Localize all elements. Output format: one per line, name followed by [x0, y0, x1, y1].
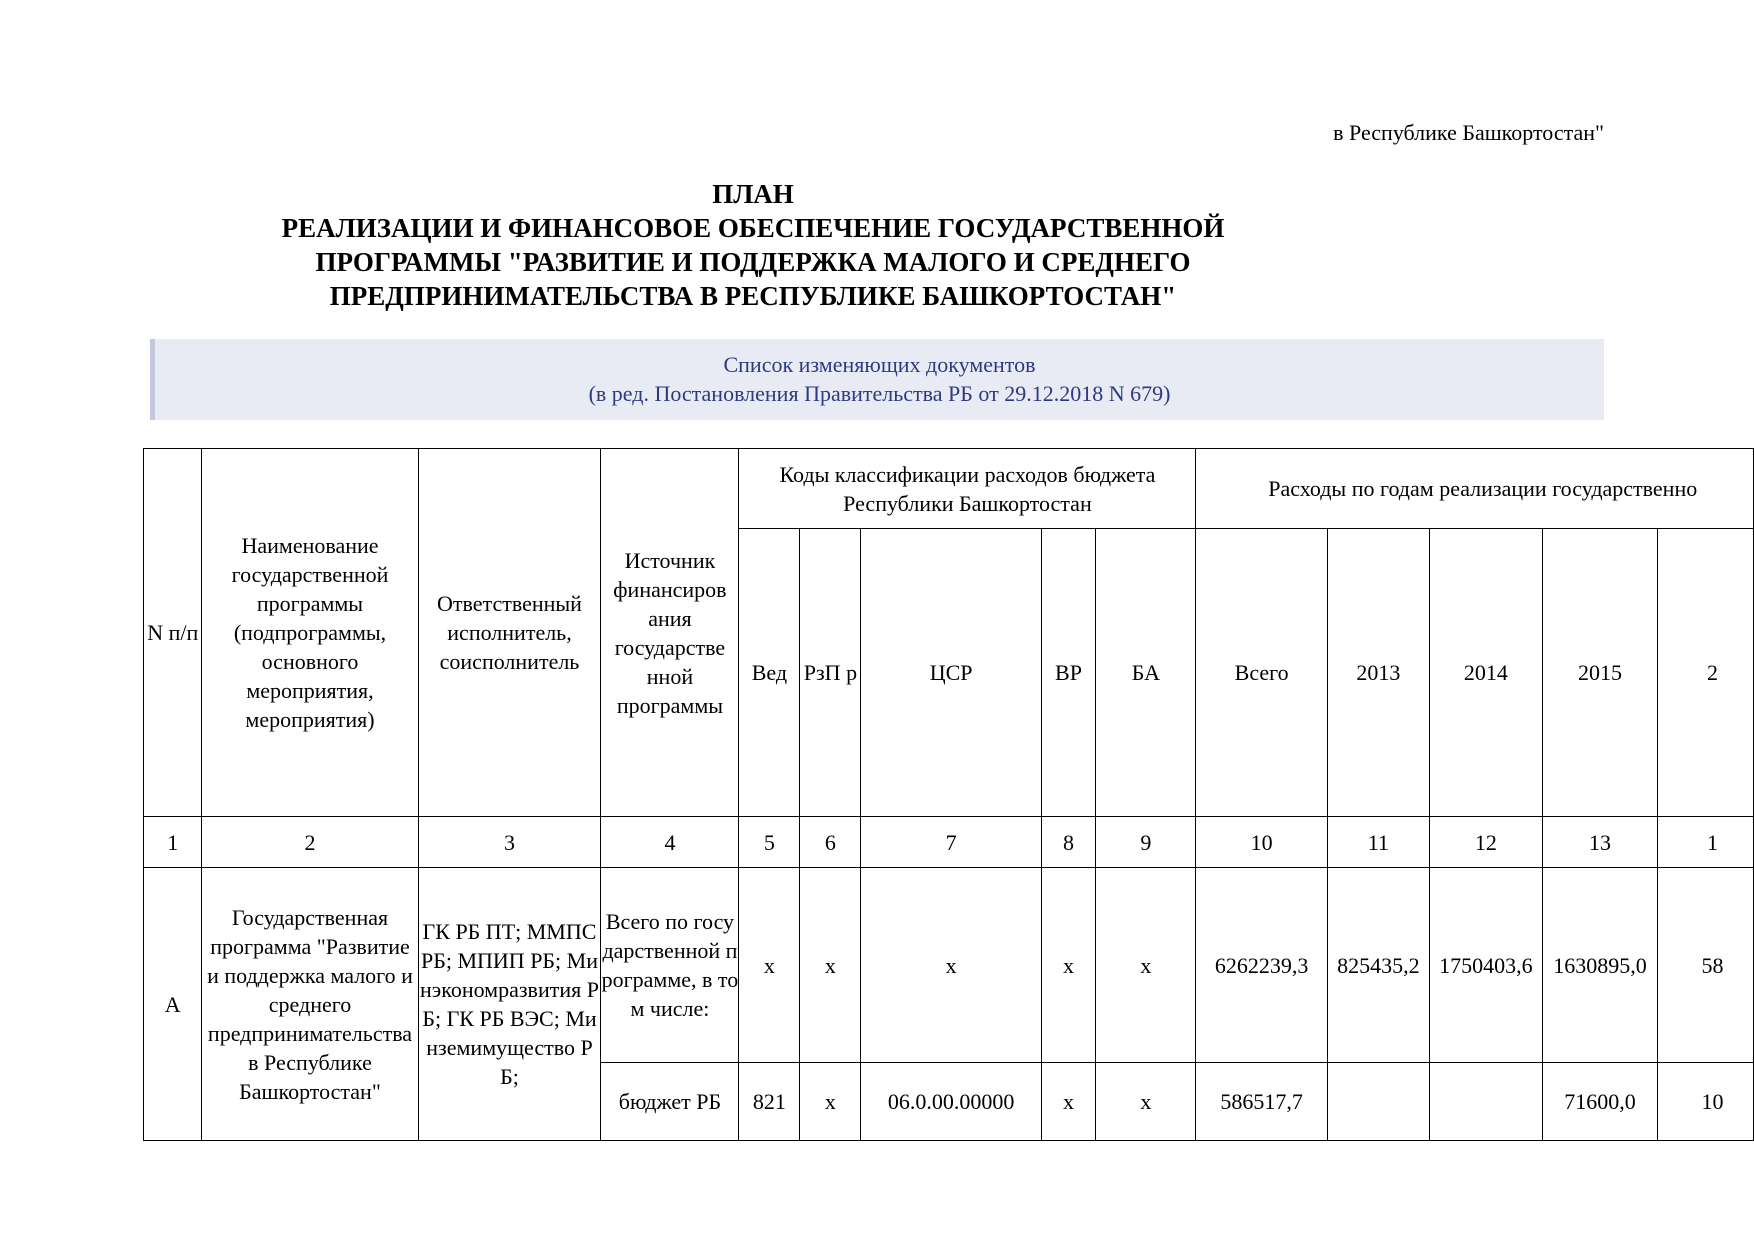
title-line-4: ПРЕДПРИНИМАТЕЛЬСТВА В РЕСПУБЛИКЕ БАШКОРТОСТАН" — [329, 281, 1177, 311]
table-row — [144, 868, 1754, 1063]
header-total: Всего — [1196, 529, 1327, 817]
row-a-sub2-total: 586517,7 — [1196, 1063, 1327, 1141]
header-responsible: Ответственный исполнитель, соисполнитель — [418, 449, 601, 817]
row-a-sub1-source: Всего по государственной программе, в том числе: — [601, 868, 739, 1063]
document-title — [0, 177, 1630, 313]
colnum-12: 12 — [1429, 817, 1542, 868]
row-a-sub2-ved: 821 — [739, 1063, 800, 1141]
row-a-sub1-ba: x — [1096, 868, 1196, 1063]
header-source: Источник финансиров ания государстве нной программы — [601, 449, 739, 817]
header-2014: 2014 — [1429, 529, 1542, 817]
changes-box — [150, 339, 1604, 420]
row-a-sub1-ved: x — [739, 868, 800, 1063]
row-a-sub2-source: бюджет РБ — [601, 1063, 739, 1141]
row-a-sub2-vr: x — [1041, 1063, 1096, 1141]
header-rzpr: РзП р — [800, 529, 861, 817]
colnum-1: 1 — [144, 817, 202, 868]
row-a-responsible: ГК РБ ПТ; ММПС РБ; МПИП РБ; Минэкономразвития РБ; ГК РБ ВЭС; Минземимущество РБ; — [418, 868, 601, 1141]
row-a-sub1-2013: 825435,2 — [1327, 868, 1429, 1063]
row-a-sub2-2014 — [1429, 1063, 1542, 1141]
row-a-sub1-csr: x — [861, 868, 1041, 1063]
plan-table — [143, 448, 1754, 1141]
row-a-sub1-2015: 1630895,0 — [1543, 868, 1658, 1063]
colnum-8: 8 — [1041, 817, 1096, 868]
row-a-sub2-rzpr: x — [800, 1063, 861, 1141]
row-a-sub1-vr: x — [1041, 868, 1096, 1063]
colnum-13: 13 — [1543, 817, 1658, 868]
colnum-9: 9 — [1096, 817, 1196, 868]
row-a-sub1-rzpr: x — [800, 868, 861, 1063]
row-a-sub2-ba: x — [1096, 1063, 1196, 1141]
colnum-10: 10 — [1196, 817, 1327, 868]
title-line-1: ПЛАН — [712, 179, 794, 209]
colnum-6: 6 — [800, 817, 861, 868]
title-line-2: РЕАЛИЗАЦИИ И ФИНАНСОВОЕ ОБЕСПЕЧЕНИЕ ГОСУДАРСТВЕННОЙ — [281, 213, 1225, 243]
colnum-2: 2 — [202, 817, 418, 868]
row-a-sub2-2015: 71600,0 — [1543, 1063, 1658, 1141]
row-a-name: Государственная программа "Развитие и поддержка малого и среднего предпринимательства в Республике Башкортостан" — [202, 868, 418, 1141]
colnum-3: 3 — [418, 817, 601, 868]
plan-table-wrap — [143, 448, 1754, 1142]
colnum-7: 7 — [861, 817, 1041, 868]
row-a-num: А — [144, 868, 202, 1141]
header-2015: 2015 — [1543, 529, 1658, 817]
colnum-4: 4 — [601, 817, 739, 868]
header-2016: 2 — [1658, 529, 1754, 817]
row-a-sub2-2013 — [1327, 1063, 1429, 1141]
header-ba: БА — [1096, 529, 1196, 817]
colnum-11: 11 — [1327, 817, 1429, 868]
header-num: N п/п — [144, 449, 202, 817]
colnum-14: 1 — [1658, 817, 1754, 868]
header-vr: ВР — [1041, 529, 1096, 817]
header-note: в Республике Башкортостан" — [1333, 120, 1604, 145]
changes-title: Список изменяющих документов — [723, 352, 1036, 377]
row-a-sub1-2016: 58 — [1658, 868, 1754, 1063]
changes-subtitle: (в ред. Постановления Правительства РБ от 29.12.2018 N 679) — [588, 381, 1171, 406]
row-a-sub1-total: 6262239,3 — [1196, 868, 1327, 1063]
header-csr: ЦСР — [861, 529, 1041, 817]
header-row-1 — [144, 449, 1754, 529]
row-a-sub2-csr: 06.0.00.00000 — [861, 1063, 1041, 1141]
header-2013: 2013 — [1327, 529, 1429, 817]
row-a-sub1-2014: 1750403,6 — [1429, 868, 1542, 1063]
header-ved: Вед — [739, 529, 800, 817]
header-codes-group: Коды классификации расходов бюджета Республики Башкортостан — [739, 449, 1196, 529]
colnum-5: 5 — [739, 817, 800, 868]
column-numbers-row — [144, 817, 1754, 868]
header-name: Наименование государственной программы (подпрограммы, основного мероприятия, мероприятия) — [202, 449, 418, 817]
title-line-3: ПРОГРАММЫ "РАЗВИТИЕ И ПОДДЕРЖКА МАЛОГО И СРЕДНЕГО — [315, 247, 1191, 277]
header-expenses-group: Расходы по годам реализации государственно — [1196, 449, 1754, 529]
row-a-sub2-2016: 10 — [1658, 1063, 1754, 1141]
